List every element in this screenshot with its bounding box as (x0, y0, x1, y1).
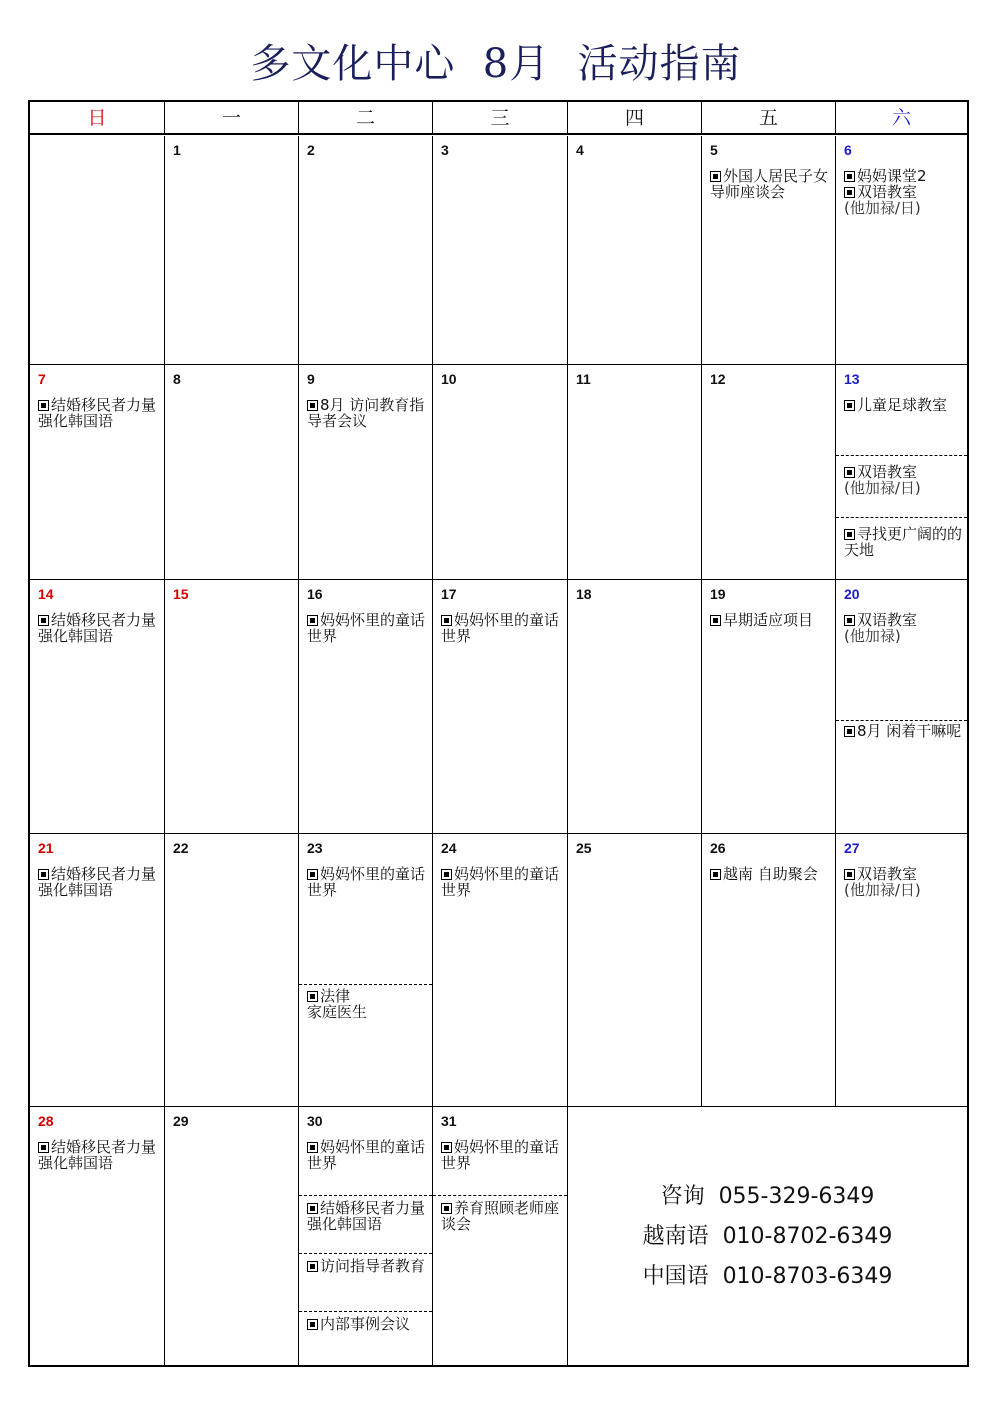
day-cell-16[interactable] (299, 580, 433, 834)
event-icon (844, 529, 855, 540)
day-number: 30 (307, 1113, 323, 1129)
event-item[interactable] (299, 1311, 432, 1334)
day-cell-26[interactable] (702, 834, 836, 1107)
event-icon (844, 400, 855, 411)
contact-chinese: 中国语 010-8703-6349 (642, 1264, 893, 1289)
day-number: 8 (173, 371, 181, 387)
day-cell-25[interactable] (568, 834, 702, 1107)
day-number: 21 (38, 840, 54, 856)
event-item[interactable] (836, 455, 967, 517)
day-cell-14[interactable] (30, 580, 165, 834)
event-label: 法律 (320, 987, 351, 1005)
event-item[interactable] (30, 1137, 164, 1173)
calendar-grid (28, 100, 969, 1367)
day-cell-20[interactable] (836, 580, 967, 834)
event-label: 双语教室 (857, 611, 918, 629)
event-icon (307, 400, 318, 411)
event-icon (38, 400, 49, 411)
event-icon (710, 615, 721, 626)
day-number: 6 (844, 142, 852, 158)
event-item[interactable] (836, 720, 967, 741)
event-item[interactable] (433, 864, 567, 900)
day-number: 27 (844, 840, 860, 856)
day-number: 2 (307, 142, 315, 158)
event-label: 妈妈课堂2 (857, 167, 927, 185)
day-number: 13 (844, 371, 860, 387)
event-sub: (他加禄/日) (844, 479, 921, 497)
event-icon (307, 1261, 318, 1272)
event-item[interactable] (836, 864, 967, 900)
event-label: 内部事例会议 (320, 1315, 411, 1333)
event-item[interactable] (702, 166, 835, 202)
event-item[interactable] (299, 1195, 432, 1253)
event-icon (307, 1203, 318, 1214)
event-label: 结婚移民者力量强化韩国语 (38, 396, 157, 430)
day-cell-10[interactable] (433, 365, 568, 580)
event-item[interactable] (299, 864, 432, 984)
contact-info-panel (568, 1107, 967, 1365)
day-number: 29 (173, 1113, 189, 1129)
header-divider (30, 133, 967, 135)
day-cell-6[interactable] (836, 136, 967, 365)
event-label: 妈妈怀里的童话世界 (307, 611, 426, 645)
day-number: 23 (307, 840, 323, 856)
day-cell-27[interactable] (836, 834, 967, 1107)
event-item[interactable] (702, 610, 835, 630)
event-icon (441, 615, 452, 626)
event-item[interactable] (836, 184, 967, 218)
event-item[interactable] (299, 1253, 432, 1311)
weekday-wed: 三 (433, 102, 568, 135)
event-item[interactable] (433, 1137, 567, 1195)
day-cell-18[interactable] (568, 580, 702, 834)
event-icon (38, 615, 49, 626)
day-cell-19[interactable] (702, 580, 836, 834)
day-cell-3[interactable] (433, 136, 568, 365)
day-number: 9 (307, 371, 315, 387)
event-label: 妈妈怀里的童话世界 (441, 865, 560, 899)
event-sub: (他加禄/日) (844, 199, 921, 217)
event-item[interactable] (299, 1137, 432, 1195)
event-item[interactable] (433, 610, 567, 646)
event-icon (307, 869, 318, 880)
day-number: 31 (441, 1113, 457, 1129)
event-sub: (他加禄/日) (844, 881, 921, 899)
day-cell-22[interactable] (165, 834, 299, 1107)
event-label: 妈妈怀里的童话世界 (441, 611, 560, 645)
day-cell-1[interactable] (165, 136, 299, 365)
day-number: 10 (441, 371, 457, 387)
day-number: 15 (173, 586, 189, 602)
day-cell-empty (30, 136, 165, 365)
weekday-sun: 日 (30, 102, 165, 135)
event-label: 双语教室 (857, 183, 918, 201)
event-sub: (他加禄) (844, 627, 901, 645)
event-label: 访问指导者教育 (320, 1257, 426, 1275)
day-cell-13[interactable] (836, 365, 967, 580)
day-cell-11[interactable] (568, 365, 702, 580)
event-label: 结婚移民者力量强化韩国语 (38, 611, 157, 645)
event-item[interactable] (30, 395, 164, 431)
event-icon (710, 171, 721, 182)
event-label: 越南 自助聚会 (723, 865, 818, 883)
day-number: 1 (173, 142, 181, 158)
event-label: 外国人居民子女导师座谈会 (710, 167, 829, 201)
event-label: 寻找更广阔的的天地 (844, 525, 963, 559)
event-icon (844, 187, 855, 198)
event-item[interactable] (836, 395, 967, 455)
event-label: 结婚移民者力量强化韩国语 (38, 1138, 157, 1172)
event-icon (710, 869, 721, 880)
event-icon (38, 1142, 49, 1153)
day-number: 7 (38, 371, 46, 387)
day-number: 11 (576, 371, 591, 387)
weekday-mon: 一 (165, 102, 299, 135)
contact-vietnamese: 越南语 010-8702-6349 (642, 1224, 893, 1249)
day-number: 24 (441, 840, 457, 856)
event-item[interactable] (30, 610, 164, 646)
event-label: 结婚移民者力量强化韩国语 (307, 1199, 426, 1233)
event-label: 妈妈怀里的童话世界 (441, 1138, 560, 1172)
event-label: 结婚移民者力量强化韩国语 (38, 865, 157, 899)
event-icon (441, 869, 452, 880)
event-item[interactable] (836, 517, 967, 560)
event-sub: 家庭医生 (307, 1003, 368, 1021)
day-cell-29[interactable] (165, 1107, 299, 1365)
event-icon (307, 1319, 318, 1330)
event-label: 养育照顾老师座谈会 (441, 1199, 560, 1233)
event-icon (441, 1203, 452, 1214)
event-item[interactable] (299, 395, 432, 431)
event-icon (307, 991, 318, 1002)
event-label: 妈妈怀里的童话世界 (307, 1138, 426, 1172)
day-cell-2[interactable] (299, 136, 433, 365)
day-cell-21[interactable] (30, 834, 165, 1107)
event-icon (441, 1142, 452, 1153)
contact-inquiry: 咨询 055-329-6349 (660, 1184, 875, 1209)
day-number: 5 (710, 142, 718, 158)
event-icon (307, 615, 318, 626)
event-label: 8月 访问教育指导者会议 (307, 396, 425, 430)
day-number: 26 (710, 840, 726, 856)
day-number: 4 (576, 142, 584, 158)
day-number: 22 (173, 840, 189, 856)
day-number: 19 (710, 586, 726, 602)
event-icon (844, 615, 855, 626)
day-cell-4[interactable] (568, 136, 702, 365)
day-cell-28[interactable] (30, 1107, 165, 1365)
event-label: 早期适应项目 (723, 611, 814, 629)
day-cell-15[interactable] (165, 580, 299, 834)
event-label: 双语教室 (857, 463, 918, 481)
event-item[interactable] (702, 864, 835, 884)
event-icon (38, 869, 49, 880)
day-number: 3 (441, 142, 449, 158)
event-item[interactable] (299, 610, 432, 646)
event-icon (307, 1142, 318, 1153)
day-number: 14 (38, 586, 54, 602)
day-cell-30[interactable] (299, 1107, 433, 1365)
weekday-sat: 六 (891, 107, 911, 129)
day-cell-24[interactable] (433, 834, 568, 1107)
day-number: 20 (844, 586, 860, 602)
day-number: 28 (38, 1113, 54, 1129)
page-title: 多文化中心 8月 活动指南 (250, 41, 742, 87)
event-item[interactable] (836, 166, 967, 184)
day-number: 12 (710, 371, 726, 387)
event-label: 双语教室 (857, 865, 918, 883)
event-item[interactable] (433, 1195, 567, 1234)
weekday-tue: 二 (299, 102, 433, 135)
day-cell-9[interactable] (299, 365, 433, 580)
day-cell-23[interactable] (299, 834, 433, 1107)
day-cell-12[interactable] (702, 365, 836, 580)
day-number: 16 (307, 586, 323, 602)
day-cell-7[interactable] (30, 365, 165, 580)
event-label: 妈妈怀里的童话世界 (307, 865, 426, 899)
day-number: 18 (576, 586, 592, 602)
event-item[interactable] (836, 610, 967, 720)
day-cell-31[interactable] (433, 1107, 568, 1365)
event-item[interactable] (299, 984, 432, 1022)
event-icon (844, 171, 855, 182)
day-number: 25 (576, 840, 592, 856)
event-icon (844, 467, 855, 478)
day-number: 17 (441, 586, 457, 602)
weekday-thu: 四 (568, 102, 702, 135)
event-label: 儿童足球教室 (857, 396, 948, 414)
event-item[interactable] (30, 864, 164, 900)
event-icon (844, 869, 855, 880)
event-label: 8月 闲着干嘛呢 (857, 722, 962, 740)
day-cell-17[interactable] (433, 580, 568, 834)
event-icon (844, 726, 855, 737)
day-cell-8[interactable] (165, 365, 299, 580)
day-cell-5[interactable] (702, 136, 836, 365)
weekday-fri: 五 (702, 102, 836, 135)
